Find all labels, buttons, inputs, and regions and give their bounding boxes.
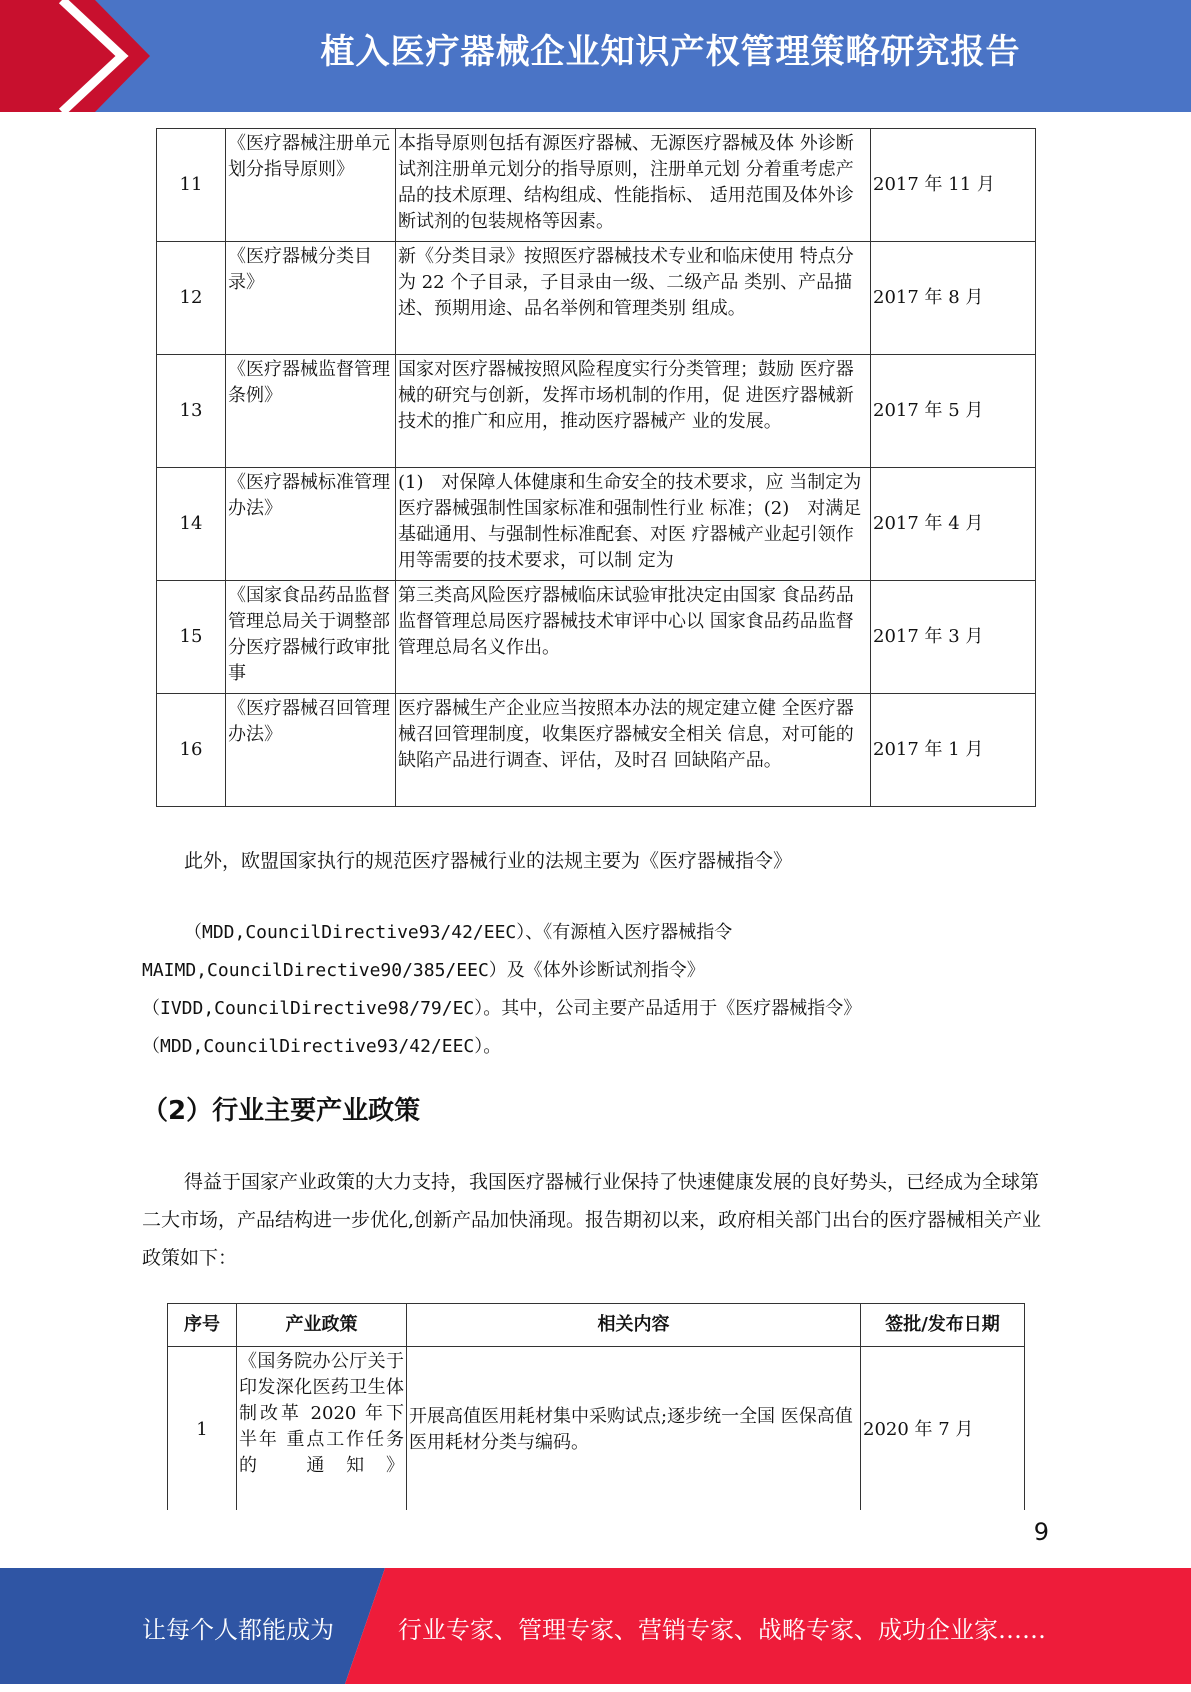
regulation-content: 新《分类目录》按照医疗器械技术专业和临床使用 特点分为 22 个子目录，子目录由一级、二级产品 类别、产品描述、预期用途、品名举例和管理类别 组成。 bbox=[396, 242, 871, 355]
document-title: 植入医疗器械企业知识产权管理策略研究报告 bbox=[320, 32, 1021, 72]
regulation-name: 《医疗器械标准管理办法》 bbox=[226, 468, 396, 581]
column-header: 相关内容 bbox=[407, 1304, 861, 1347]
column-header: 产业政策 bbox=[237, 1304, 407, 1347]
column-header: 序号 bbox=[168, 1304, 237, 1347]
regulation-date: 2017 年 1 月 bbox=[871, 694, 1036, 807]
regulation-content: 第三类高风险医疗器械临床试验审批决定由国家 食品药品监督管理总局医疗器械技术审评中心以 国家食品药品监督管理总局名义作出。 bbox=[396, 581, 871, 694]
regulation-content: 国家对医疗器械按照风险程度实行分类管理；鼓励 医疗器械的研究与创新，发挥市场机制的作用，促 进医疗器械新技术的推广和应用，推动医疗器械产 业的发展。 bbox=[396, 355, 871, 468]
regulation-date: 2017 年 4 月 bbox=[871, 468, 1036, 581]
directive-line: MAIMD,CouncilDirective90/385/EEC）及《体外诊断试剂指令》 bbox=[142, 960, 705, 981]
regulation-name: 《医疗器械注册单元划分指导原则》 bbox=[226, 129, 396, 242]
regulation-content: (1) 对保障人体健康和生命安全的技术要求，应 当制定为医疗器械强制性国家标准和强制性行业 标准；(2) 对满足基础通用、与强制性标准配套、对医 疗器械产业起引领作用等需要的技术要求，可以制 定为 bbox=[396, 468, 871, 581]
row-number: 14 bbox=[157, 468, 226, 581]
regulation-name: 《国家食品药品监督管理总局关于调整部分医疗器械行政审批事 bbox=[226, 581, 396, 694]
eu-regulation-paragraph: 此外，欧盟国家执行的规范医疗器械行业的法规主要为《医疗器械指令》 bbox=[184, 850, 793, 872]
row-number: 12 bbox=[157, 242, 226, 355]
regulation-name: 《医疗器械召回管理办法》 bbox=[226, 694, 396, 807]
industry-policy-paragraph: 得益于国家产业政策的大力支持，我国医疗器械行业保持了快速健康发展的良好势头，已经成为全球第二大市场，产品结构进一步优化,创新产品加快涌现。报告期初以来，政府相关部门出台的医疗器械相关产业政策如下： bbox=[142, 1171, 1042, 1269]
row-number: 13 bbox=[157, 355, 226, 468]
table-header-row bbox=[168, 1304, 1025, 1347]
column-header: 签批/发布日期 bbox=[861, 1304, 1025, 1347]
policy-table bbox=[167, 1303, 1025, 1510]
row-number: 1 bbox=[168, 1347, 237, 1511]
policy-name: 《国务院办公厅关于印发深化医药卫生体制改革 2020 年下半年 重点工作任务的 通知》 bbox=[237, 1347, 407, 1511]
regulation-name: 《医疗器械监督管理条例》 bbox=[226, 355, 396, 468]
section-heading: （2）行业主要产业政策 bbox=[142, 1096, 421, 1126]
regulation-date: 2017 年 11 月 bbox=[871, 129, 1036, 242]
row-number: 16 bbox=[157, 694, 226, 807]
regulation-content: 医疗器械生产企业应当按照本办法的规定建立健 全医疗器械召回管理制度，收集医疗器械安全相关 信息，对可能的缺陷产品进行调查、评估，及时召 回缺陷产品。 bbox=[396, 694, 871, 807]
row-number: 15 bbox=[157, 581, 226, 694]
directive-line: （MDD,CouncilDirective93/42/EEC）。 bbox=[142, 1036, 502, 1057]
regulation-date: 2017 年 3 月 bbox=[871, 581, 1036, 694]
regulation-content: 本指导原则包括有源医疗器械、无源医疗器械及体 外诊断试剂注册单元划分的指导原则，注册单元划 分着重考虑产品的技术原理、结构组成、性能指标、 适用范围及体外诊断试剂的包装规格等因素。 bbox=[396, 129, 871, 242]
footer-slogan-right: 行业专家、管理专家、营销专家、战略专家、成功企业家…… bbox=[398, 1616, 1046, 1644]
page-footer bbox=[0, 1568, 1191, 1684]
directive-line: （MDD,CouncilDirective93/42/EEC）、《有源植入医疗器械指令 bbox=[184, 922, 733, 943]
regulation-date: 2017 年 5 月 bbox=[871, 355, 1036, 468]
row-number: 11 bbox=[157, 129, 226, 242]
table-row bbox=[168, 1347, 1025, 1511]
page-number: 9 bbox=[1033, 1518, 1049, 1546]
regulation-name: 《医疗器械分类目录》 bbox=[226, 242, 396, 355]
regulation-date: 2017 年 8 月 bbox=[871, 242, 1036, 355]
policy-content: 开展高值医用耗材集中采购试点;逐步统一全国 医保高值医用耗材分类与编码。 bbox=[407, 1347, 861, 1511]
footer-slogan-left: 让每个人都能成为 bbox=[142, 1616, 334, 1644]
policy-date: 2020 年 7 月 bbox=[861, 1347, 1025, 1511]
directive-line: （IVDD,CouncilDirective98/79/EC）。其中，公司主要产品适用于《医疗器械指令》 bbox=[142, 998, 862, 1019]
